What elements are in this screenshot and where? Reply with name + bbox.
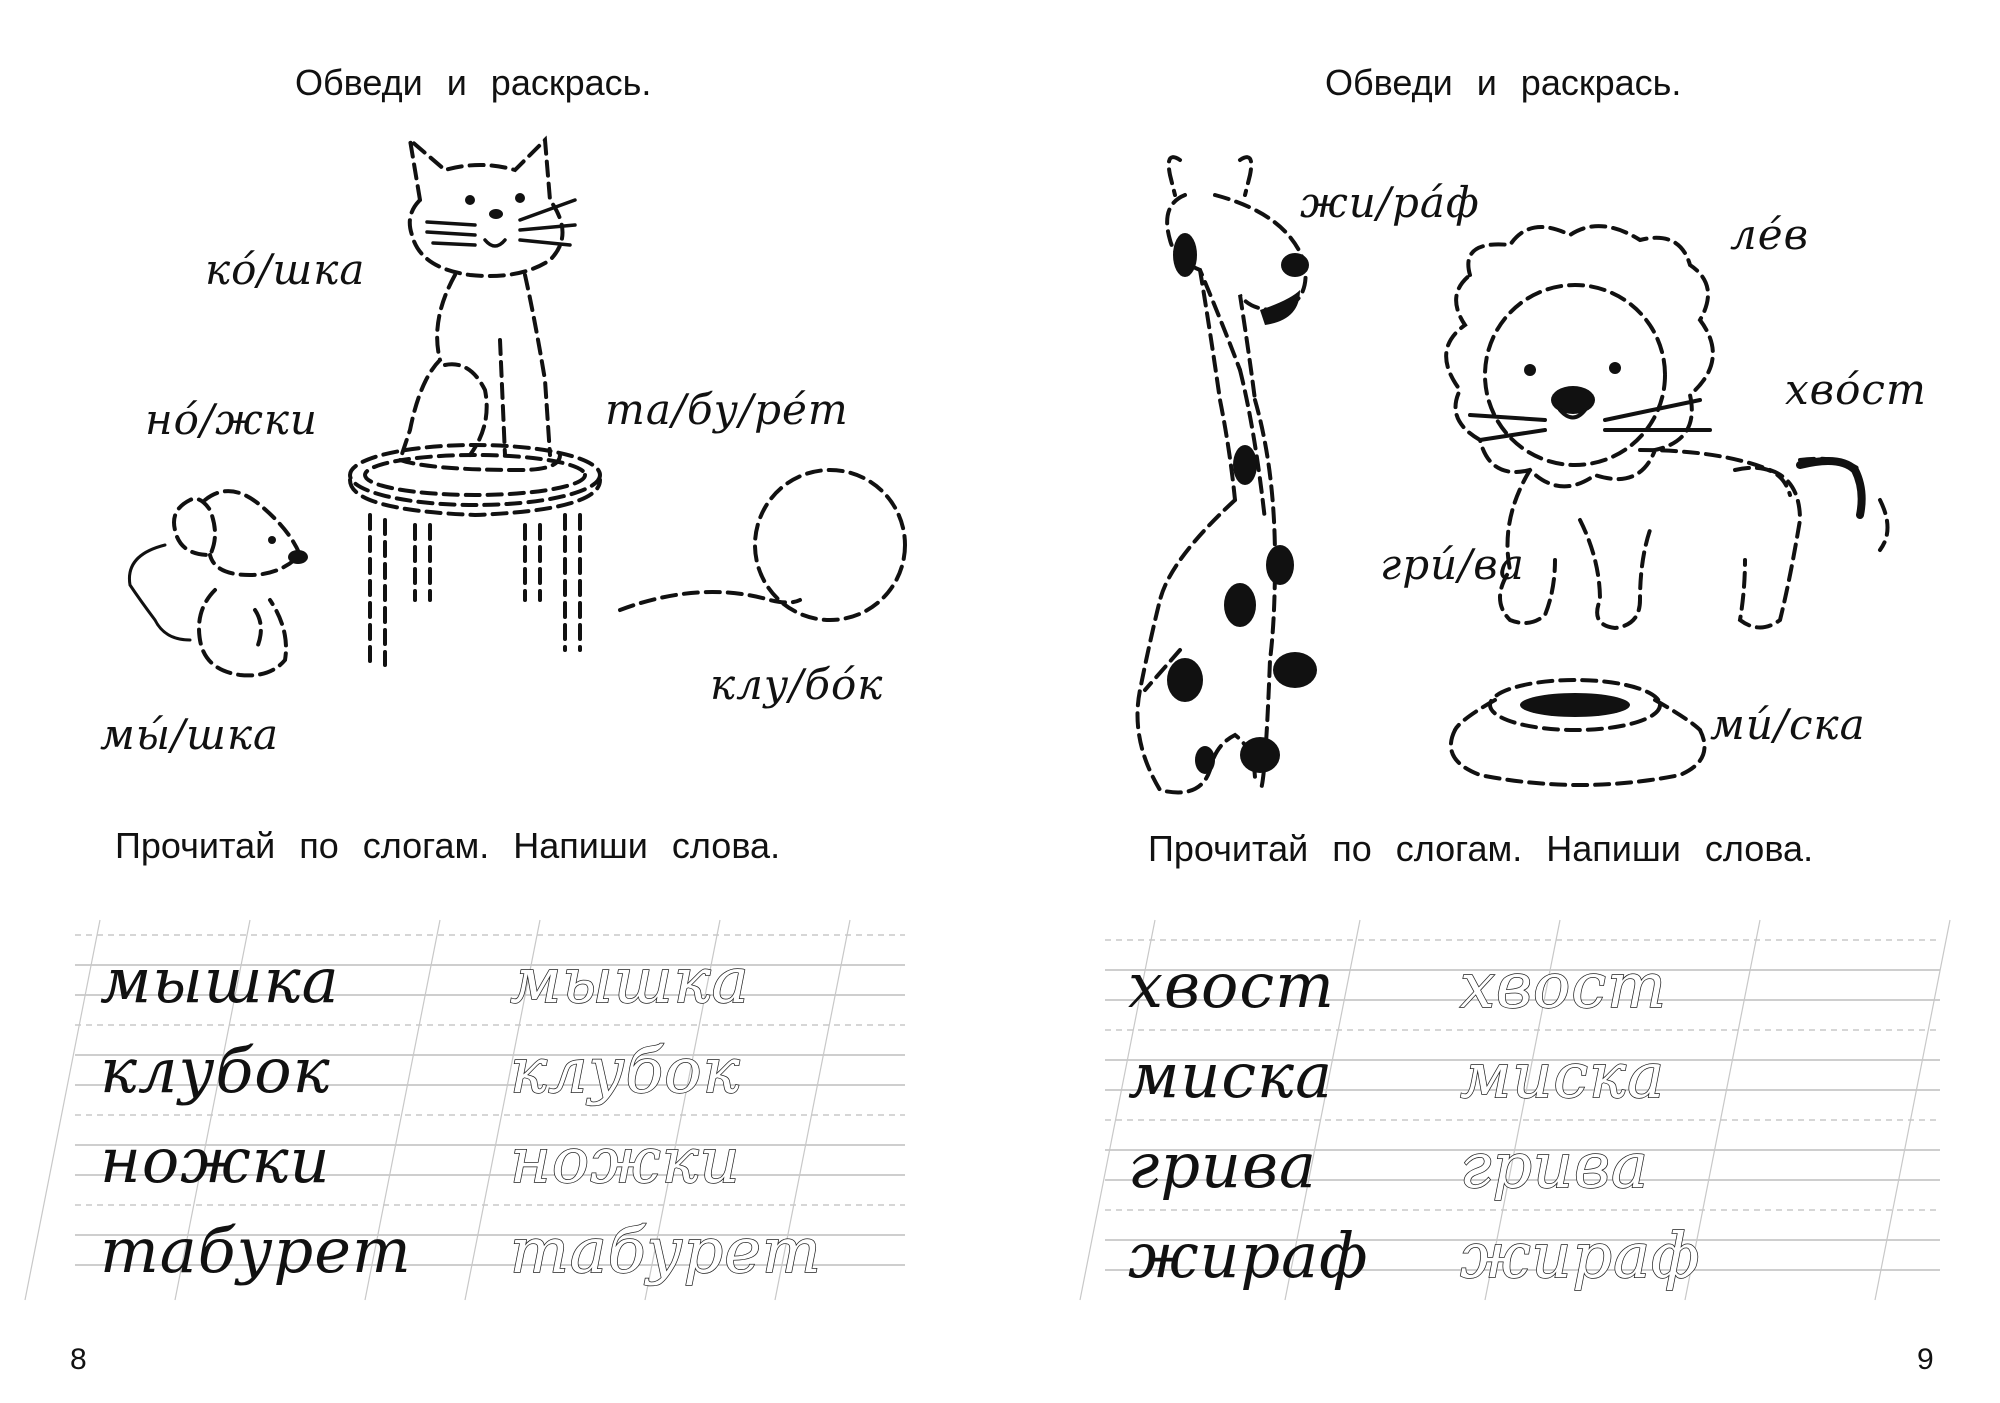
syllable-label-lev: лéв: [1730, 210, 1810, 259]
word-solid-zhiraf: жираф: [1128, 1219, 1369, 1292]
syllable-label-griva: гри́/ва: [1380, 540, 1525, 589]
syllable-label-zhiraf: жи/рáф: [1300, 178, 1480, 227]
word-solid-klubok: клубок: [100, 1034, 331, 1107]
instruction-read-write: Прочитай по слогам. Напиши слова.: [115, 825, 781, 866]
word-solid-griva: грива: [1128, 1129, 1318, 1202]
word-trace-griva[interactable]: грива: [1460, 1129, 1650, 1202]
word-solid-khvost: хвост: [1128, 949, 1335, 1022]
instruction-trace-color: Обведи и раскрась.: [295, 62, 652, 103]
cat-outline: [400, 140, 563, 470]
word-trace-miska[interactable]: миска: [1460, 1039, 1666, 1112]
instruction-trace-color: Обведи и раскрась.: [1325, 62, 1682, 103]
word-solid-nozhki: ножки: [100, 1124, 331, 1197]
syllable-label-miska: ми́/ска: [1710, 700, 1866, 749]
page-number: 9: [1917, 1343, 1934, 1376]
syllable-label-koshka: кó/шка: [205, 245, 366, 294]
mouse-outline: [174, 491, 300, 675]
word-trace-taburet[interactable]: табурет: [510, 1214, 822, 1287]
stool-outline: [350, 445, 600, 665]
word-trace-klubok[interactable]: клубок: [510, 1034, 741, 1107]
page-right: [1000, 0, 2000, 1403]
syllable-label-myshka: мы́/шка: [100, 710, 280, 759]
page-number: 8: [70, 1343, 87, 1376]
instruction-read-write: Прочитай по слогам. Напиши слова.: [1148, 828, 1814, 869]
syllable-label-nozhki: нó/жки: [145, 395, 318, 444]
yarn-ball-outline: [620, 470, 905, 620]
syllable-label-klubok: клу/бóк: [710, 660, 884, 709]
word-trace-nozhki[interactable]: ножки: [510, 1124, 741, 1197]
word-trace-zhiraf[interactable]: жираф: [1460, 1219, 1701, 1292]
giraffe-outline: [1138, 157, 1306, 792]
word-solid-taburet: табурет: [100, 1214, 412, 1287]
word-trace-myshka[interactable]: мышка: [510, 944, 750, 1017]
word-solid-myshka: мышка: [100, 944, 340, 1017]
word-trace-khvost[interactable]: хвост: [1460, 949, 1667, 1022]
syllable-label-taburet: та/бу/рéт: [605, 385, 849, 434]
syllable-label-khvost: хвóст: [1785, 365, 1927, 414]
word-solid-miska: миска: [1128, 1039, 1334, 1112]
